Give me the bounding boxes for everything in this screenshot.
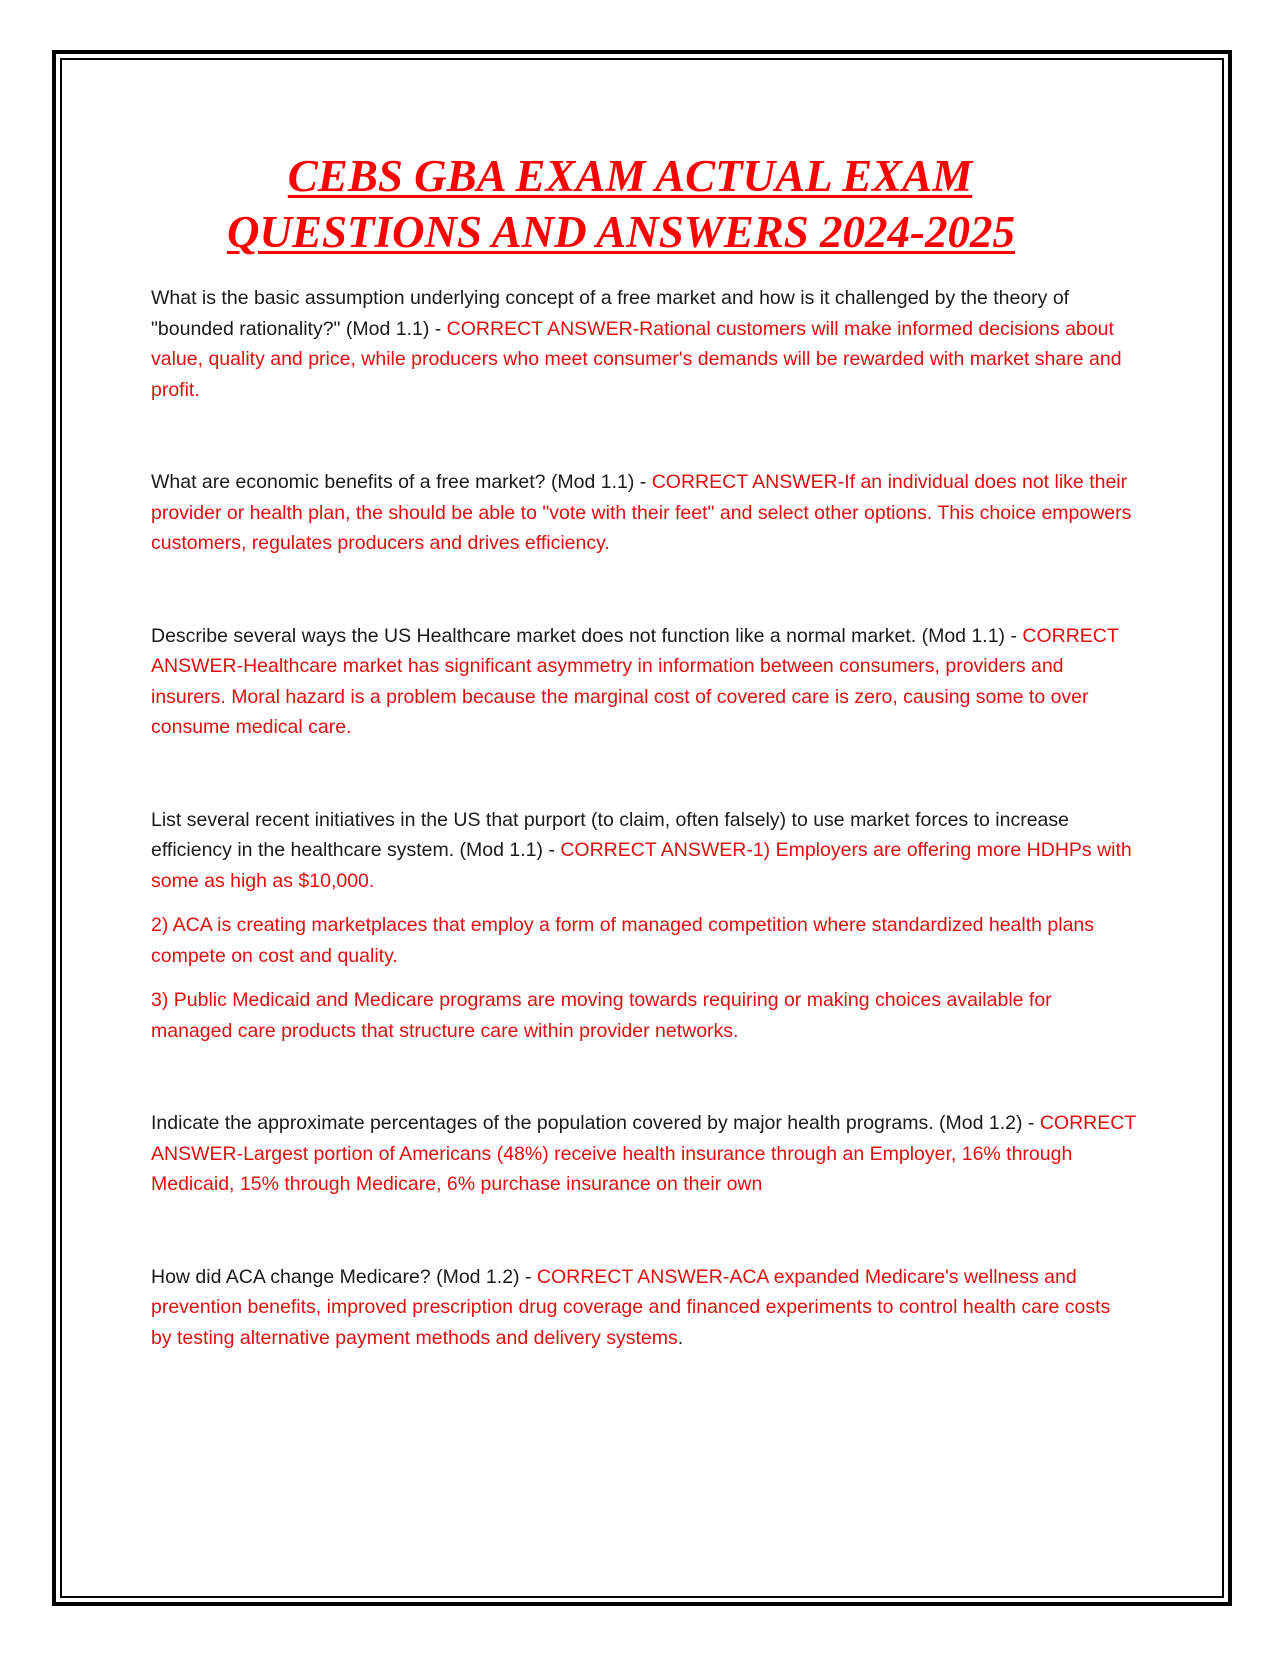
question-text: List several recent initiatives in the US that purport (to claim, often falsely) to use market forces to increase efficiency in the healthcare system. (Mod 1.1) - <box>151 808 1069 861</box>
qa-list <box>151 283 1136 1353</box>
answer-text: CORRECT ANSWER-If an individual does not like their provider or health plan, the should be able to "vote with their feet" and select other options. This choice empowers customers, regulates producers and drives efficiency. <box>151 471 1132 554</box>
qa-item-5 <box>151 1108 1136 1200</box>
qa-item-3 <box>151 621 1136 743</box>
question-text: Indicate the approximate percentages of the population covered by major health programs. (Mod 1.2) - <box>151 1112 1040 1134</box>
document-title <box>0 148 1280 260</box>
title-line-1: CEBS GBA EXAM ACTUAL EXAM <box>287 151 973 201</box>
title-line-2: QUESTIONS AND ANSWERS 2024-2025 <box>226 207 1016 257</box>
question-text: How did ACA change Medicare? (Mod 1.2) - <box>151 1265 537 1288</box>
answer-text: CORRECT ANSWER-Largest portion of Americans (48%) receive health insurance through an Employer, 16% through Medicaid, 15% through Medicare, 6% purchase insurance on their own <box>151 1112 1136 1195</box>
question-text: What is the basic assumption underlying concept of a free market and how is it challenged by the theory of "bounded rationality?" (Mod 1.1) - <box>151 287 1070 340</box>
answer-text: CORRECT ANSWER-Rational customers will make informed decisions about value, quality and price, while producers who meet consumer's demands will be rewarded with market share and profit. <box>151 317 1122 401</box>
answer-tail: . <box>677 1326 684 1349</box>
question-text: What are economic benefits of a free market? (Mod 1.1) - <box>151 471 652 493</box>
answer-text: CORRECT ANSWER-ACA expanded Medicare's wellness and prevention benefits, improved prescription drug coverage and financed experiments to control health care costs by testing alternative payment methods and delivery systems <box>151 1265 1111 1349</box>
answer-continuation-2: 2) ACA is creating marketplaces that employ a form of managed competition where standardized health plans compete on cost and quality. <box>151 914 1095 967</box>
qa-item-2 <box>151 467 1136 559</box>
qa-item-6 <box>151 1262 1136 1354</box>
question-text: Describe several ways the US Healthcare market does not function like a normal market. (Mod 1.1) - <box>151 624 1023 647</box>
answer-continuation-3: 3) Public Medicaid and Medicare programs are moving towards requiring or making choices available for managed care products that structure care within provider networks. <box>151 989 1052 1042</box>
qa-item-1 <box>151 283 1136 405</box>
answer-text: CORRECT ANSWER-Healthcare market has significant asymmetry in information between consumers, providers and insurers. Moral hazard is a problem because the marginal cost of covered care is zero, causing some to over consume medical care. <box>151 624 1119 738</box>
answer-text: CORRECT ANSWER-1) Employers are offering more HDHPs with some as high as $10,000. <box>151 839 1132 892</box>
qa-item-4 <box>151 805 1136 897</box>
